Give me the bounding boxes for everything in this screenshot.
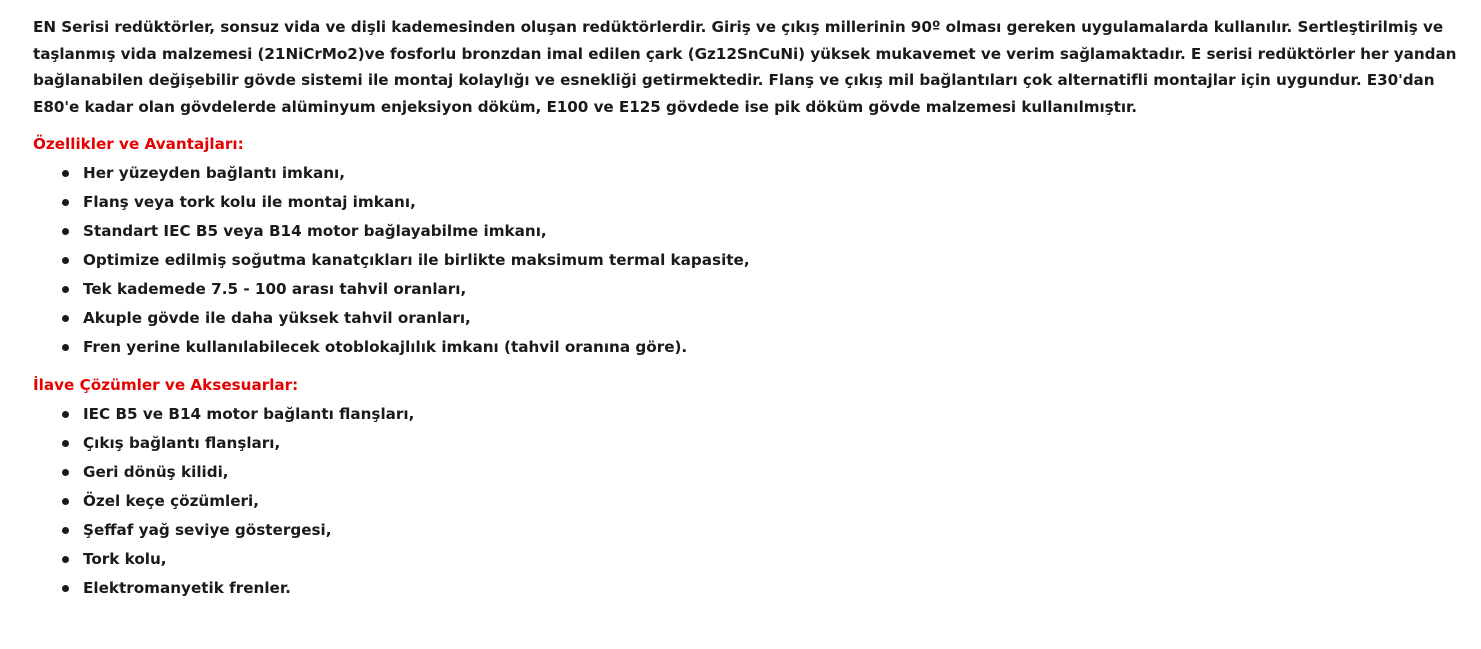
list-item: Tork kolu, — [33, 545, 1463, 574]
list-item: Özel keçe çözümleri, — [33, 487, 1463, 516]
list-item: Standart IEC B5 veya B14 motor bağlayabilme imkanı, — [33, 217, 1463, 246]
accessories-heading: İlave Çözümler ve Aksesuarlar: — [33, 376, 299, 395]
list-item: Akuple gövde ile daha yüksek tahvil oranları, — [33, 304, 1463, 333]
list-item: IEC B5 ve B14 motor bağlantı flanşları, — [33, 400, 1463, 429]
list-item: Geri dönüş kilidi, — [33, 458, 1463, 487]
product-description — [33, 14, 1463, 603]
list-item: Optimize edilmiş soğutma kanatçıkları ile birlikte maksimum termal kapasite, — [33, 246, 1463, 275]
list-item: Flanş veya tork kolu ile montaj imkanı, — [33, 188, 1463, 217]
list-item: Tek kademede 7.5 - 100 arası tahvil oranları, — [33, 275, 1463, 304]
accessories-list — [33, 400, 1463, 603]
list-item: Fren yerine kullanılabilecek otoblokajlılık imkanı (tahvil oranına göre). — [33, 333, 1463, 362]
list-item: Elektromanyetik frenler. — [33, 574, 1463, 603]
intro-paragraph: EN Serisi redüktörler, sonsuz vida ve dişli kademesinden oluşan redüktörlerdir. Giriş ve çıkış millerinin 90º olması gereken uygulamalarda kullanılır. Sertleştirilmiş ve taşlanmış vida malzemesi (21NiCrMo2)ve fosforlu bronzdan imal edilen çark (Gz12SnCuNi) yüksek mukavemet ve verim sağlamaktadır. E serisi redüktörler her yandan bağlanabilen değişebilir gövde sistemi ile montaj kolaylığı ve esnekliği getirmektedir. Flanş ve çıkış mil bağlantıları çok alternatifli montajlar için uygundur. E30'dan E80'e kadar olan gövdelerde alüminyum enjeksiyon döküm, E100 ve E125 gövdede ise pik döküm gövde malzemesi kullanılmıştır. — [33, 18, 1457, 116]
features-list — [33, 159, 1463, 362]
list-item: Her yüzeyden bağlantı imkanı, — [33, 159, 1463, 188]
features-heading: Özellikler ve Avantajları: — [33, 135, 244, 154]
list-item: Çıkış bağlantı flanşları, — [33, 429, 1463, 458]
list-item: Şeffaf yağ seviye göstergesi, — [33, 516, 1463, 545]
